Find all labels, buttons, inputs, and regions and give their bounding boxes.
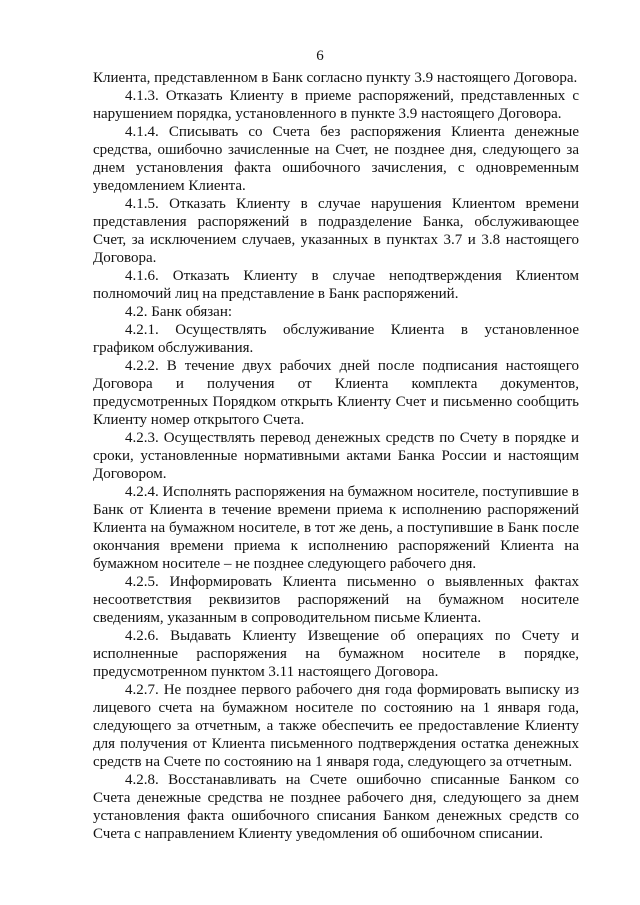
paragraph-4-1-4: 4.1.4. Списывать со Счета без распоряжения Клиента денежные средства, ошибочно зачисленные на Счет, не позднее дня, следующего за днем установления факта ошибочного зачисления, с одновременным уведомлением Клиента. (93, 124, 579, 194)
paragraph-4-1-3: 4.1.3. Отказать Клиенту в приеме распоряжений, представленных с нарушением порядка, установленного в пункте 3.9 настоящего Договора. (93, 88, 579, 122)
paragraph-4-2-5: 4.2.5. Информировать Клиента письменно о выявленных фактах несоответствия реквизитов распоряжений на бумажном носителе сведениям, указанным в сопроводительном письме Клиента. (93, 574, 579, 626)
paragraph-continuation: Клиента, представленном в Банк согласно пункту 3.9 настоящего Договора. (93, 70, 578, 86)
paragraph-4-2-7: 4.2.7. Не позднее первого рабочего дня года формировать выписку из лицевого счета на бумажном носителе по состоянию на 1 января года, следующего за отчетным, а также обеспечить ее предоставление Клиенту для получения от Клиента письменного подтверждения остатка денежных средств на Счете по состоянию на 1 января года, следующего за отчетным. (93, 682, 579, 770)
paragraph-4-1-5: 4.1.5. Отказать Клиенту в случае нарушения Клиентом времени представления распоряжений в подразделение Банка, обслуживающее Счет, за исключением случаев, указанных в пунктах 3.7 и 3.8 настоящего Договора. (93, 196, 579, 266)
page-number: 6 (316, 48, 324, 64)
document-body (93, 69, 579, 843)
paragraph-4-2-8: 4.2.8. Восстанавливать на Счете ошибочно списанные Банком со Счета денежные средства не позднее рабочего дня, следующего за днем установления факта ошибочного списания Банком денежных средств со Счета с направлением Клиенту уведомления об ошибочном списании. (93, 772, 579, 842)
paragraph-4-2-3: 4.2.3. Осуществлять перевод денежных средств по Счету в порядке и сроки, установленные нормативными актами Банка России и настоящим Договором. (93, 430, 579, 482)
paragraph-4-2-4: 4.2.4. Исполнять распоряжения на бумажном носителе, поступившие в Банк от Клиента в течение времени приема к исполнению распоряжений Клиента на бумажном носителе, в тот же день, а поступившие в Банк после окончания времени приема к исполнению распоряжений Клиента на бумажном носителе – не позднее следующего рабочего дня. (93, 484, 579, 572)
paragraph-4-2-2: 4.2.2. В течение двух рабочих дней после подписания настоящего Договора и получения от Клиента комплекта документов, предусмотренных Порядком открыть Клиенту Счет и письменно сообщить Клиенту номер открытого Счета. (93, 358, 579, 428)
paragraph-4-2-6: 4.2.6. Выдавать Клиенту Извещение об операциях по Счету и исполненные распоряжения на бумажном носителе в порядке, предусмотренном пунктом 3.11 настоящего Договора. (93, 628, 579, 680)
paragraph-4-1-6: 4.1.6. Отказать Клиенту в случае неподтверждения Клиентом полномочий лиц на представление в Банк распоряжений. (93, 268, 579, 302)
paragraph-4-2-1: 4.2.1. Осуществлять обслуживание Клиента в установленное графиком обслуживания. (93, 322, 579, 356)
section-heading-4-2: 4.2. Банк обязан: (125, 304, 233, 320)
